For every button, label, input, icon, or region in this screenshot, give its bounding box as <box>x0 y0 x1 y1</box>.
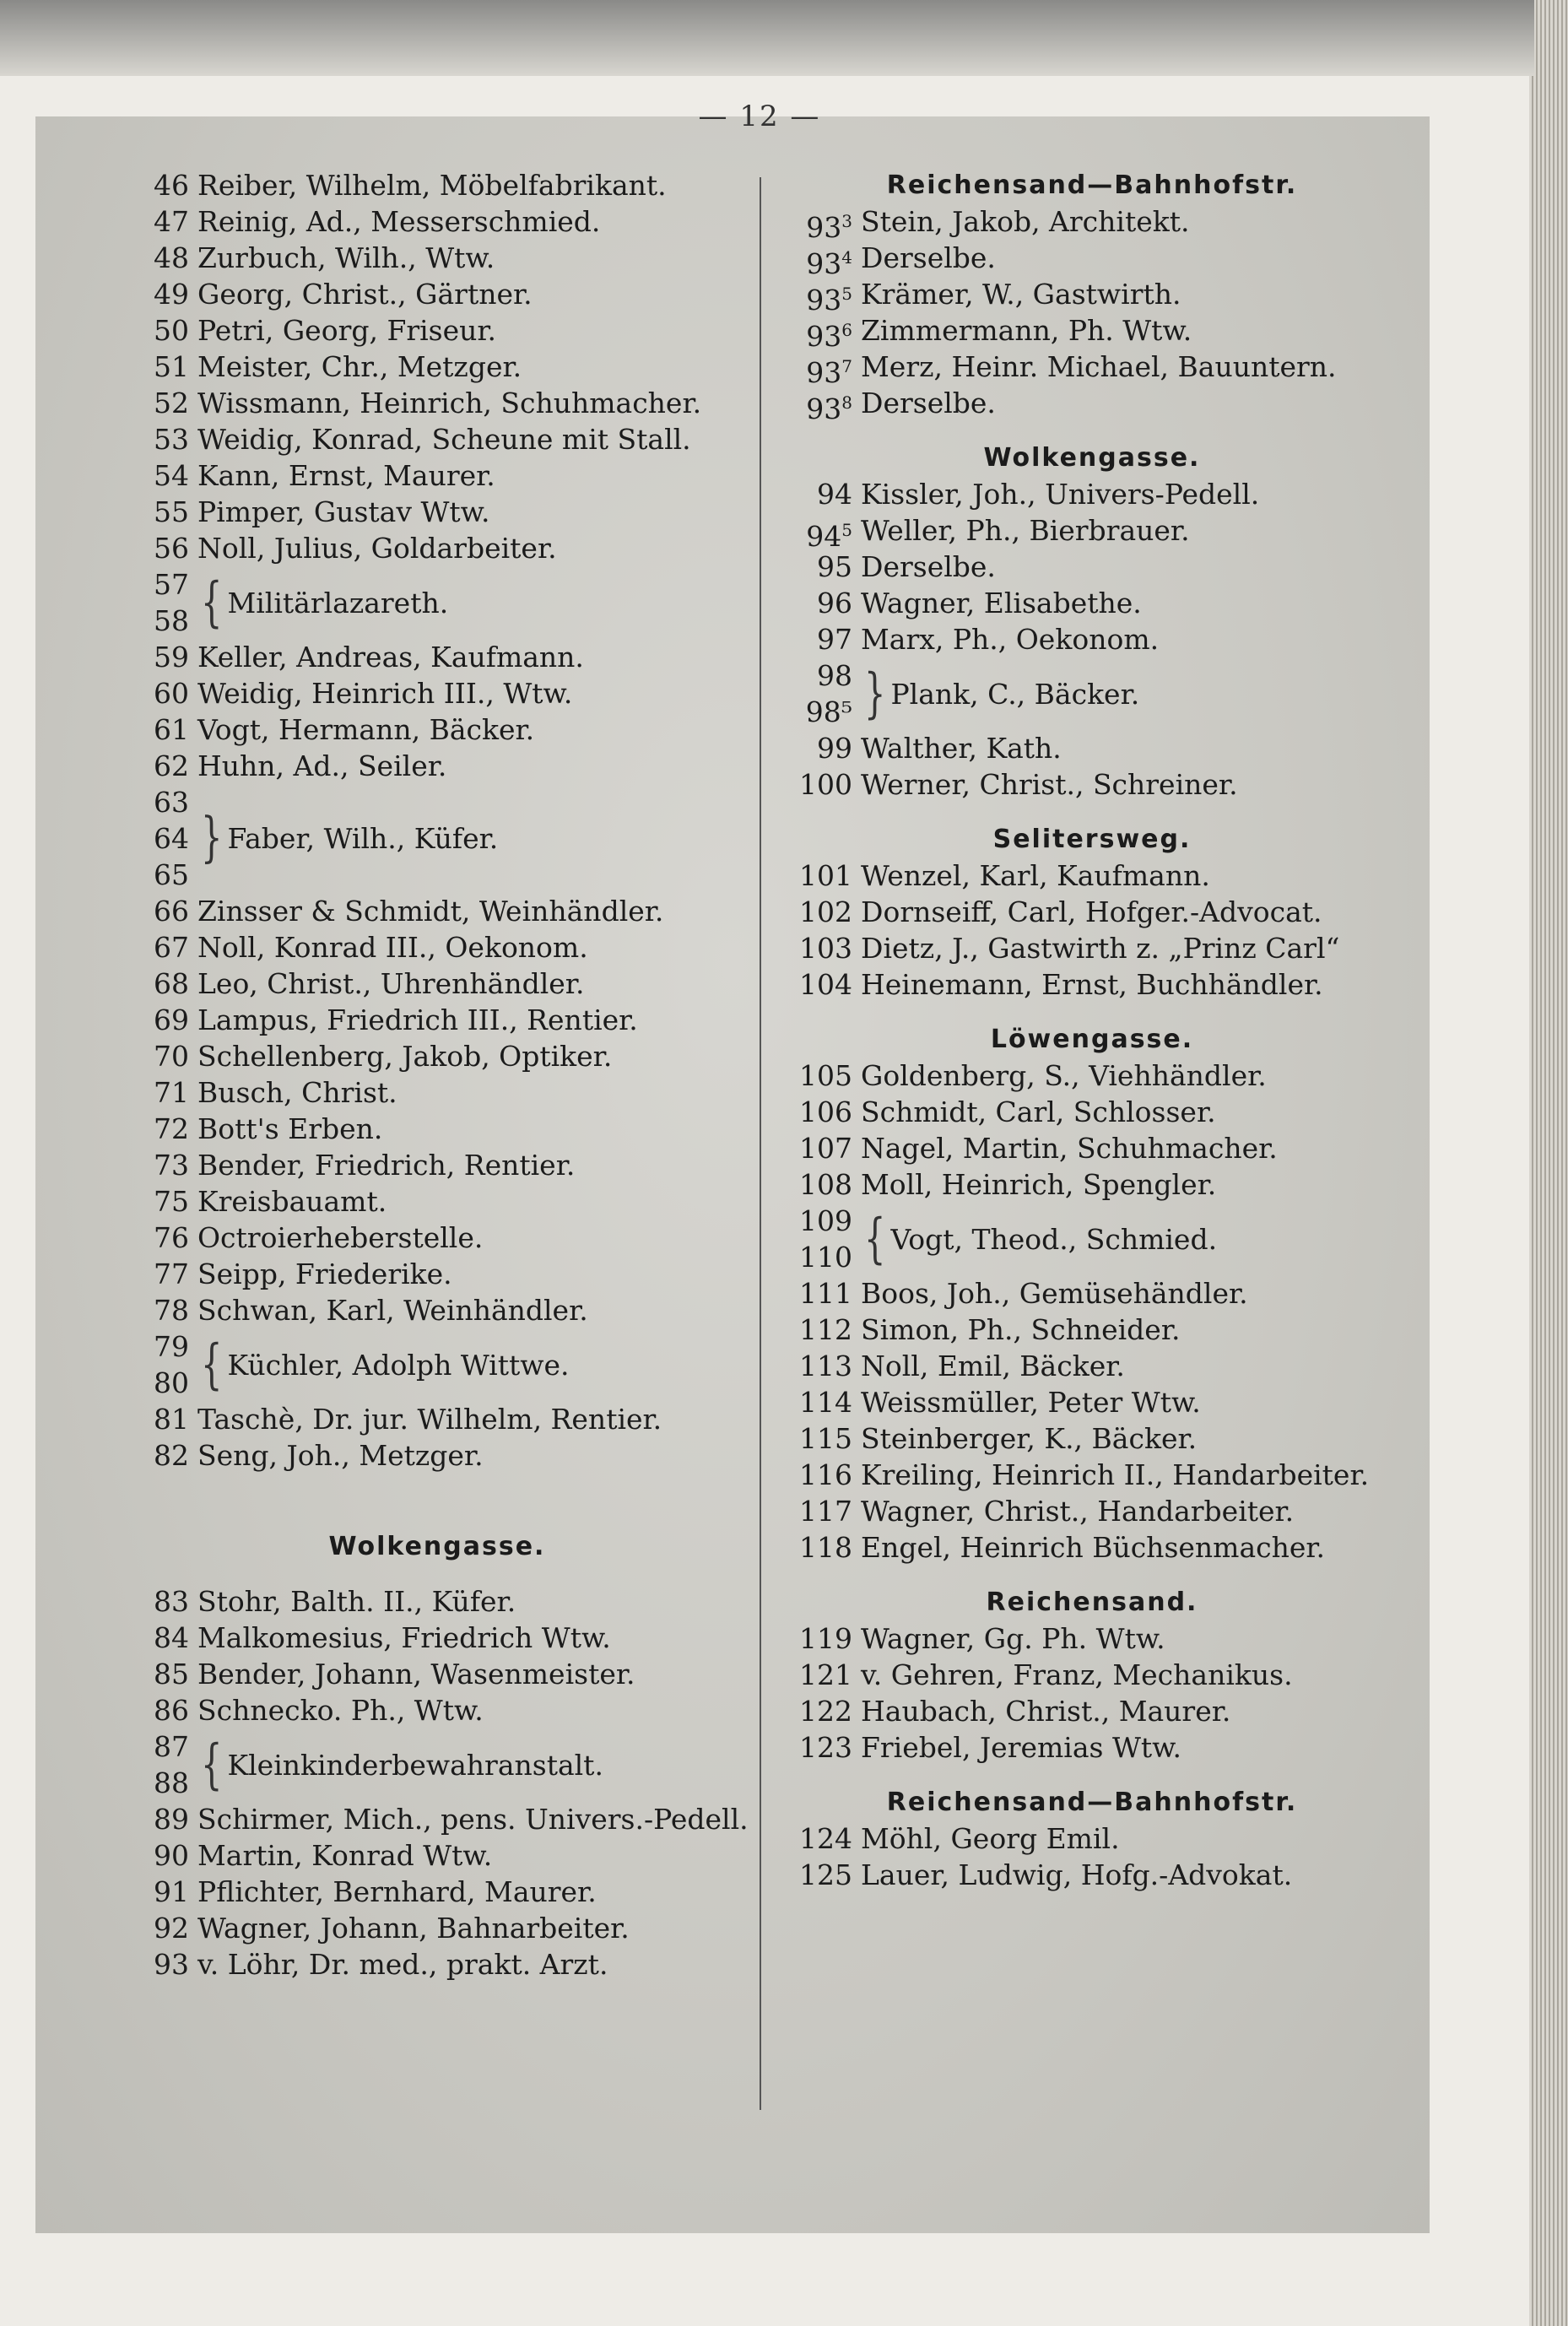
directory-entry <box>780 1275 1404 1312</box>
directory-entry <box>125 1111 749 1147</box>
house-number-suffix: 7 <box>841 356 852 376</box>
house-number: $93^4$ <box>806 247 852 280</box>
resident-text: Zurbuch, Wilh., Wtw. <box>197 241 495 274</box>
house-number: 98 <box>817 659 852 692</box>
directory-entry <box>780 312 1404 353</box>
house-number: 65 <box>154 858 189 891</box>
directory-entry <box>780 512 1404 553</box>
house-number: 124 <box>799 1822 852 1855</box>
house-number: 100 <box>799 768 852 801</box>
brace-icon: { <box>201 1733 223 1795</box>
resident-text: Schellenberg, Jakob, Optiker. <box>197 1040 613 1073</box>
house-number: 112 <box>799 1313 852 1346</box>
house-number: 77 <box>154 1258 189 1290</box>
house-number: 122 <box>799 1695 852 1728</box>
resident-text: Bender, Friedrich, Rentier. <box>197 1149 576 1182</box>
resident-text: Derselbe. <box>861 241 996 274</box>
entries-a <box>125 167 749 566</box>
house-number-suffix: 5 <box>841 284 852 304</box>
directory-entry <box>780 585 1404 621</box>
resident-text: Wagner, Gg. Ph. Wtw. <box>861 1622 1165 1655</box>
resident-text: Engel, Heinrich Büchsenmacher. <box>861 1531 1326 1564</box>
house-number: 105 <box>799 1059 852 1092</box>
group-nums <box>780 1203 861 1275</box>
house-number: 68 <box>154 967 189 1000</box>
house-number-suffix: 5 <box>841 520 852 540</box>
directory-entry <box>125 1837 749 1874</box>
house-number: 72 <box>154 1112 189 1145</box>
directory-entry <box>780 730 1404 766</box>
resident-text: Weidig, Konrad, Scheune mit Stall. <box>197 423 691 456</box>
street-header: Löwengasse. <box>990 1025 1194 1054</box>
page-edges <box>1529 0 1568 2326</box>
house-number: $93^5$ <box>806 284 852 316</box>
house-number: $93^3$ <box>806 211 852 244</box>
directory-entry <box>125 1620 749 1656</box>
house-number: 85 <box>154 1658 189 1690</box>
house-number: 59 <box>154 641 189 673</box>
directory-entry <box>780 1820 1404 1857</box>
house-number: 94 <box>817 478 852 511</box>
right-column <box>780 167 1404 1893</box>
directory-entry <box>125 1220 749 1256</box>
resident-text: v. Löhr, Dr. med., prakt. Arzt. <box>197 1948 608 1981</box>
entries-g <box>780 1620 1404 1766</box>
directory-entry <box>780 966 1404 1003</box>
directory-entry <box>780 1529 1404 1566</box>
directory-entry <box>780 476 1404 512</box>
entries-b <box>780 476 1404 657</box>
group-text: Kleinkinderbewahranstalt. <box>227 1748 603 1782</box>
house-number: 101 <box>799 859 852 892</box>
house-number: 96 <box>817 587 852 619</box>
directory-entry <box>780 1058 1404 1094</box>
group-98 <box>780 657 1404 730</box>
entries-c <box>780 730 1404 803</box>
house-number: 83 <box>154 1585 189 1618</box>
resident-text: Boos, Joh., Gemüsehändler. <box>861 1277 1248 1310</box>
resident-text: Huhn, Ad., Seiler. <box>197 749 447 782</box>
house-number: 113 <box>799 1350 852 1382</box>
resident-text: Stein, Jakob, Architekt. <box>861 205 1190 238</box>
house-number: 102 <box>799 895 852 928</box>
resident-text: Schwan, Karl, Weinhändler. <box>197 1294 588 1327</box>
house-number: 87 <box>154 1730 189 1763</box>
resident-text: Kreisbauamt. <box>197 1185 387 1218</box>
group-79-80 <box>125 1328 749 1401</box>
resident-text: v. Gehren, Franz, Mechanikus. <box>861 1658 1293 1691</box>
directory-entry <box>780 1130 1404 1166</box>
resident-text: Krämer, W., Gastwirth. <box>861 278 1181 311</box>
resident-text: Kann, Ernst, Maurer. <box>197 459 495 492</box>
street-header: Selitersweg. <box>992 825 1192 854</box>
house-number: 109 <box>799 1204 852 1237</box>
group-text: Küchler, Adolph Wittwe. <box>227 1348 570 1382</box>
resident-text: Schmidt, Carl, Schlosser. <box>861 1095 1216 1128</box>
directory-entry <box>780 1693 1404 1729</box>
house-number: 92 <box>154 1912 189 1945</box>
directory-entry <box>780 930 1404 966</box>
directory-entry <box>125 240 749 276</box>
column-divider <box>760 177 761 2110</box>
house-number: 108 <box>799 1168 852 1201</box>
directory-entry <box>125 1038 749 1074</box>
directory-entry <box>125 1256 749 1292</box>
resident-text: Wissmann, Heinrich, Schuhmacher. <box>197 387 702 419</box>
street-header: Reichensand—Bahnhofstr. <box>886 170 1298 200</box>
group-87-88 <box>125 1728 749 1801</box>
house-number: 61 <box>154 713 189 746</box>
top-shadow <box>0 0 1534 76</box>
house-number: 48 <box>154 241 189 274</box>
directory-entry <box>780 1657 1404 1693</box>
resident-text: Reinig, Ad., Messerschmied. <box>197 205 601 238</box>
house-number: 93 <box>154 1948 189 1981</box>
directory-entry <box>125 639 749 675</box>
house-number: 56 <box>154 532 189 565</box>
resident-text: Derselbe. <box>861 387 996 419</box>
directory-entry <box>780 203 1404 244</box>
house-number: 116 <box>799 1458 852 1491</box>
house-number: 104 <box>799 968 852 1001</box>
resident-text: Martin, Konrad Wtw. <box>197 1839 493 1872</box>
house-number: 90 <box>154 1839 189 1872</box>
group-nums <box>780 657 861 730</box>
resident-text: Stohr, Balth. II., Küfer. <box>197 1585 516 1618</box>
directory-entry <box>780 1857 1404 1893</box>
directory-entry <box>125 1656 749 1692</box>
house-number: 115 <box>799 1422 852 1455</box>
street-header: Reichensand. <box>986 1588 1198 1617</box>
group-text: Militärlazareth. <box>227 586 449 619</box>
resident-text: Bott's Erben. <box>197 1112 383 1145</box>
directory-entry <box>125 1801 749 1837</box>
directory-entry <box>125 349 749 385</box>
directory-entry <box>125 167 749 203</box>
house-number: 55 <box>154 495 189 528</box>
directory-entry <box>125 494 749 530</box>
brace-icon: { <box>201 571 223 633</box>
house-number: 46 <box>154 169 189 202</box>
brace-icon: } <box>201 806 223 869</box>
house-number: 88 <box>154 1766 189 1799</box>
resident-text: Keller, Andreas, Kaufmann. <box>197 641 584 673</box>
house-number: 82 <box>154 1439 189 1472</box>
house-number: 98⁵ <box>805 695 852 728</box>
directory-entry <box>780 1312 1404 1348</box>
house-number: 71 <box>154 1076 189 1109</box>
house-number: 79 <box>154 1330 189 1363</box>
directory-entry <box>780 766 1404 803</box>
directory-entry <box>780 549 1404 585</box>
house-number: 125 <box>799 1858 852 1891</box>
resident-text: Octroierheberstelle. <box>197 1221 484 1254</box>
resident-text: Schirmer, Mich., pens. Univers.-Pedell. <box>197 1803 749 1836</box>
resident-text: Zinsser & Schmidt, Weinhändler. <box>197 895 664 928</box>
directory-entry <box>780 1348 1404 1384</box>
resident-text: Lauer, Ludwig, Hofg.-Advokat. <box>861 1858 1293 1891</box>
directory-entry <box>125 276 749 312</box>
house-number: 73 <box>154 1149 189 1182</box>
house-number: 95 <box>817 550 852 583</box>
directory-entry <box>125 312 749 349</box>
directory-entry <box>780 1729 1404 1766</box>
resident-text: Weissmüller, Peter Wtw. <box>861 1386 1201 1419</box>
directory-entry <box>780 349 1404 389</box>
directory-entry <box>780 385 1404 425</box>
house-number: 58 <box>154 604 189 637</box>
group-nums <box>125 1328 197 1401</box>
resident-text: Walther, Kath. <box>861 732 1062 765</box>
group-text: Faber, Wilh., Küfer. <box>227 822 499 855</box>
house-number: 66 <box>154 895 189 928</box>
directory-entry <box>125 1401 749 1437</box>
resident-text: Noll, Konrad III., Oekonom. <box>197 931 588 964</box>
brace-icon: { <box>864 1207 886 1269</box>
group-nums <box>125 1728 197 1801</box>
directory-entry <box>125 421 749 457</box>
resident-text: Meister, Chr., Metzger. <box>197 350 522 383</box>
resident-text: Seng, Joh., Metzger. <box>197 1439 484 1472</box>
resident-text: Zimmermann, Ph. Wtw. <box>861 314 1192 347</box>
house-number: 107 <box>799 1132 852 1165</box>
house-number: 50 <box>154 314 189 347</box>
group-63-65 <box>125 784 749 893</box>
resident-text: Taschè, Dr. jur. Wilhelm, Rentier. <box>197 1403 662 1436</box>
resident-text: Weller, Ph., Bierbrauer. <box>861 514 1190 547</box>
entries-a <box>780 203 1404 425</box>
directory-entry <box>125 966 749 1002</box>
house-number: 54 <box>154 459 189 492</box>
directory-entry <box>125 929 749 966</box>
directory-entry <box>125 1074 749 1111</box>
house-number: $93^6$ <box>806 320 852 353</box>
resident-text: Marx, Ph., Oekonom. <box>861 623 1160 656</box>
directory-entry <box>125 1437 749 1474</box>
house-number: 63 <box>154 786 189 819</box>
resident-text: Kissler, Joh., Univers-Pedell. <box>861 478 1260 511</box>
resident-text: Pflichter, Bernhard, Maurer. <box>197 1875 597 1908</box>
house-number: 91 <box>154 1875 189 1908</box>
directory-entry <box>125 1910 749 1946</box>
resident-text: Georg, Christ., Gärtner. <box>197 278 533 311</box>
resident-text: Petri, Georg, Friseur. <box>197 314 497 347</box>
house-number: 53 <box>154 423 189 456</box>
house-number: 81 <box>154 1403 189 1436</box>
directory-entry <box>780 1094 1404 1130</box>
resident-text: Leo, Christ., Uhrenhändler. <box>197 967 585 1000</box>
house-number: 89 <box>154 1803 189 1836</box>
house-number: 119 <box>799 1622 852 1655</box>
street-header: Wolkengasse. <box>328 1532 546 1561</box>
house-number: 69 <box>154 1003 189 1036</box>
group-109-110 <box>780 1203 1404 1275</box>
resident-text: Merz, Heinr. Michael, Bauuntern. <box>861 350 1337 383</box>
house-number: 97 <box>817 623 852 656</box>
brace-icon: } <box>864 662 886 724</box>
house-number: 86 <box>154 1694 189 1727</box>
resident-text: Pimper, Gustav Wtw. <box>197 495 490 528</box>
house-number: 49 <box>154 278 189 311</box>
house-number: 51 <box>154 350 189 383</box>
resident-text: Reiber, Wilhelm, Möbelfabrikant. <box>197 169 667 202</box>
street-header: Reichensand—Bahnhofstr. <box>886 1788 1298 1817</box>
resident-text: Wagner, Christ., Handarbeiter. <box>861 1495 1295 1528</box>
directory-entry <box>780 894 1404 930</box>
resident-text: Wenzel, Karl, Kaufmann. <box>861 859 1210 892</box>
directory-entry <box>780 1457 1404 1493</box>
resident-text: Bender, Johann, Wasenmeister. <box>197 1658 635 1690</box>
resident-text: Seipp, Friederike. <box>197 1258 452 1290</box>
house-number: 64 <box>154 822 189 855</box>
house-number: $93^8$ <box>806 392 852 425</box>
resident-text: Möhl, Georg Emil. <box>861 1822 1120 1855</box>
resident-text: Schnecko. Ph., Wtw. <box>197 1694 484 1727</box>
resident-text: Noll, Emil, Bäcker. <box>861 1350 1125 1382</box>
resident-text: Goldenberg, S., Viehhändler. <box>861 1059 1267 1092</box>
directory-entry <box>125 1583 749 1620</box>
entries-c <box>125 893 749 1328</box>
house-number: 57 <box>154 568 189 601</box>
group-nums <box>125 784 197 893</box>
resident-text: Simon, Ph., Schneider. <box>861 1313 1181 1346</box>
directory-entry <box>780 1493 1404 1529</box>
directory-entry <box>125 1183 749 1220</box>
house-number: 52 <box>154 387 189 419</box>
resident-text: Malkomesius, Friedrich Wtw. <box>197 1621 611 1654</box>
house-number-suffix: 8 <box>841 392 852 413</box>
resident-text: Nagel, Martin, Schuhmacher. <box>861 1132 1278 1165</box>
directory-entry <box>780 276 1404 316</box>
group-text: Plank, C., Bäcker. <box>890 677 1140 711</box>
directory-entry <box>125 457 749 494</box>
entries-d <box>780 857 1404 1003</box>
resident-text: Kreiling, Heinrich II., Handarbeiter. <box>861 1458 1370 1491</box>
house-number: 60 <box>154 677 189 710</box>
house-number: 106 <box>799 1095 852 1128</box>
resident-text: Busch, Christ. <box>197 1076 397 1109</box>
house-number: 62 <box>154 749 189 782</box>
resident-text: Wagner, Elisabethe. <box>861 587 1142 619</box>
house-number: 111 <box>799 1277 852 1310</box>
directory-entry <box>780 1620 1404 1657</box>
house-number: 70 <box>154 1040 189 1073</box>
resident-text: Moll, Heinrich, Spengler. <box>861 1168 1217 1201</box>
resident-text: Haubach, Christ., Maurer. <box>861 1695 1231 1728</box>
resident-text: Wagner, Johann, Bahnarbeiter. <box>197 1912 630 1945</box>
entries-d <box>125 1401 749 1474</box>
group-text: Vogt, Theod., Schmied. <box>890 1222 1218 1256</box>
resident-text: Steinberger, K., Bäcker. <box>861 1422 1198 1455</box>
house-number: 99 <box>817 732 852 765</box>
resident-text: Werner, Christ., Schreiner. <box>861 768 1238 801</box>
directory-entry <box>780 857 1404 894</box>
house-number: 80 <box>154 1366 189 1399</box>
house-number: 103 <box>799 932 852 965</box>
directory-entry <box>780 1384 1404 1420</box>
directory-entry <box>125 203 749 240</box>
house-number: 75 <box>154 1185 189 1218</box>
directory-entry <box>780 240 1404 280</box>
resident-text: Weidig, Heinrich III., Wtw. <box>197 677 573 710</box>
resident-text: Dietz, J., Gastwirth z. „Prinz Carl“ <box>861 932 1340 965</box>
directory-entry <box>780 1420 1404 1457</box>
directory-entry <box>125 1874 749 1910</box>
directory-entry <box>125 893 749 929</box>
directory-entry <box>125 1946 749 1983</box>
resident-text: Vogt, Hermann, Bäcker. <box>197 713 535 746</box>
directory-entry <box>125 1147 749 1183</box>
resident-text: Derselbe. <box>861 550 996 583</box>
house-number-suffix: 6 <box>841 320 852 340</box>
resident-text: Heinemann, Ernst, Buchhändler. <box>861 968 1323 1001</box>
entries-h <box>780 1820 1404 1893</box>
house-number-suffix: 3 <box>841 211 852 231</box>
house-number: 123 <box>799 1731 852 1764</box>
resident-text: Noll, Julius, Goldarbeiter. <box>197 532 557 565</box>
entries-f <box>780 1275 1404 1566</box>
resident-text: Friebel, Jeremias Wtw. <box>861 1731 1181 1764</box>
resident-text: Dornseiff, Carl, Hofger.-Advocat. <box>861 895 1322 928</box>
brace-icon: { <box>201 1333 223 1395</box>
directory-entry <box>125 711 749 748</box>
house-number: 78 <box>154 1294 189 1327</box>
directory-entry <box>125 385 749 421</box>
house-number: $93^7$ <box>806 356 852 389</box>
page-number: — 12 — <box>698 100 821 133</box>
house-number: 118 <box>799 1531 852 1564</box>
house-number: 114 <box>799 1386 852 1419</box>
house-number: 76 <box>154 1221 189 1254</box>
group-57-58 <box>125 566 749 639</box>
directory-entry <box>125 675 749 711</box>
house-number: 117 <box>799 1495 852 1528</box>
house-number-suffix: 4 <box>841 247 852 268</box>
house-number: 67 <box>154 931 189 964</box>
street-header: Wolkengasse. <box>983 443 1201 473</box>
resident-text: Lampus, Friedrich III., Rentier. <box>197 1003 638 1036</box>
entries-f <box>125 1801 749 1983</box>
group-nums <box>125 566 197 639</box>
house-number: 47 <box>154 205 189 238</box>
left-column <box>125 167 749 1983</box>
house-number: $94^5$ <box>806 520 852 553</box>
house-number: 110 <box>799 1241 852 1274</box>
house-number: 121 <box>799 1658 852 1691</box>
directory-entry <box>125 1002 749 1038</box>
house-number: 84 <box>154 1621 189 1654</box>
